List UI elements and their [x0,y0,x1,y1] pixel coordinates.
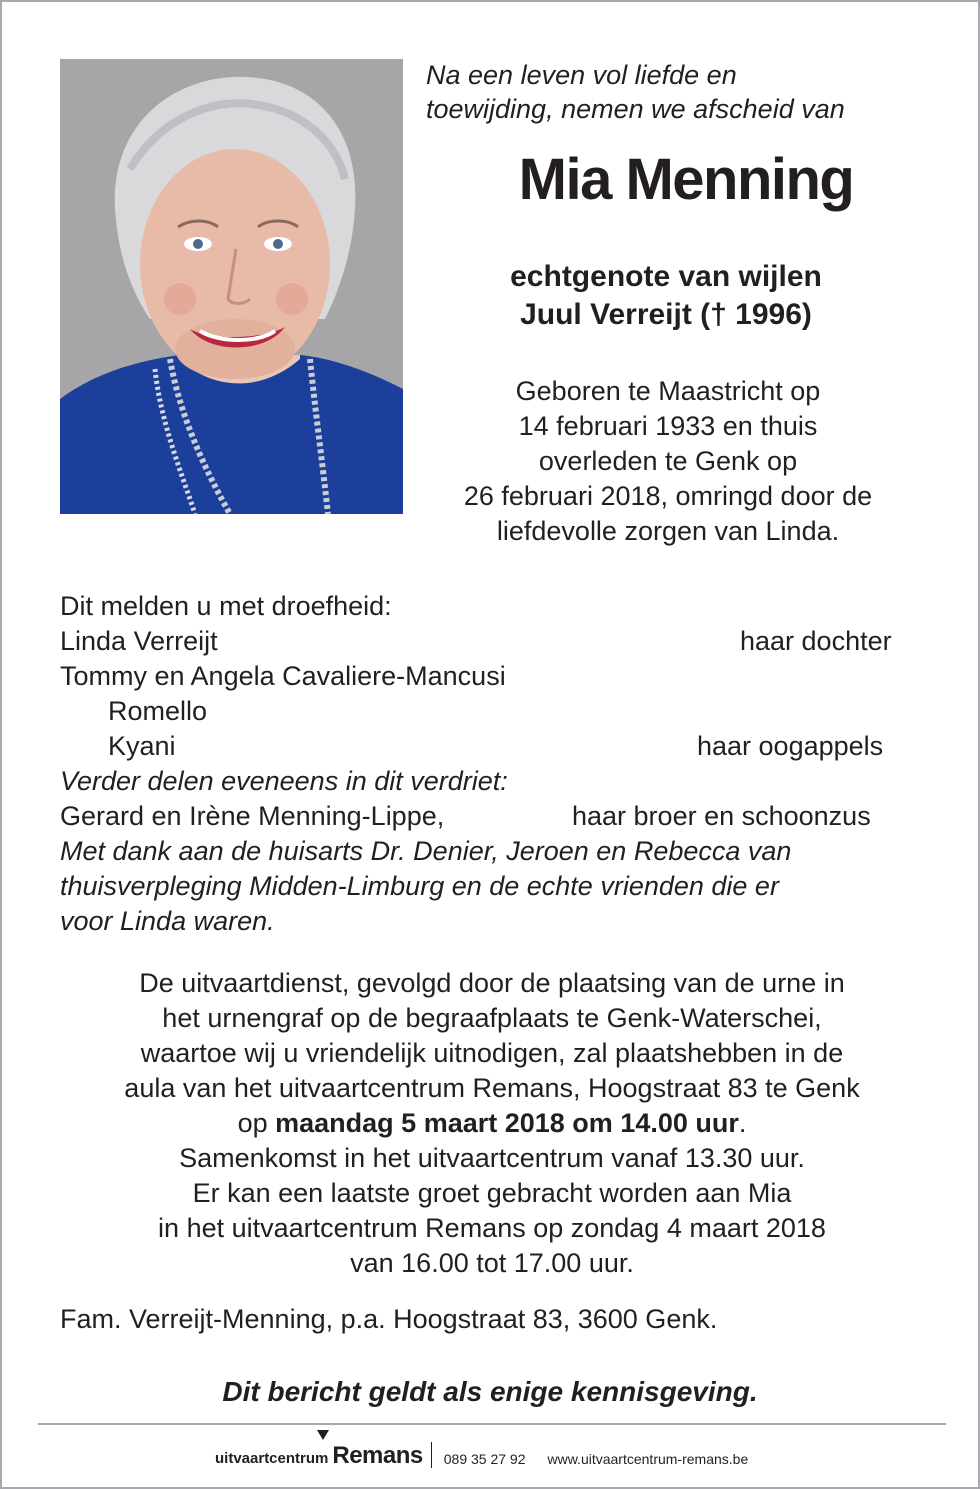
mourner-name: Tommy en Angela Cavaliere-Mancusi [60,661,506,691]
service-line: De uitvaartdienst, gevolgd door de plaatsing van de urne in [139,968,845,998]
service-line: aula van het uitvaartcentrum Remans, Hoogstraat 83 te Genk [124,1073,860,1103]
birth-death-line: overleden te Genk op [538,446,798,476]
footer-phone[interactable]: 089 35 27 92 [443,1451,526,1467]
footer-divider [38,1423,946,1425]
birth-death-line: Geboren te Maastricht op [515,376,821,406]
mourner-name: Gerard en Irène Menning-Lippe, [60,801,445,831]
mourner-relation: haar oogappels [697,731,884,761]
intro-text [426,58,946,126]
service-line: Samenkomst in het uitvaartcentrum vanaf 13.30 uur. [179,1143,805,1173]
brand-name: Remans [332,1442,423,1469]
service-line: het urnengraf op de begraafplaats te Genk-Waterschei, [162,1003,822,1033]
birth-death-block [408,374,928,549]
sharing-heading: Verder delen eveneens in dit verdriet: [60,766,508,796]
service-block [42,966,942,1281]
thanks-line: Met dank aan de huisarts Dr. Denier, Jeroen en Rebecca van [60,836,792,866]
brand-triangle-icon [317,1430,329,1440]
service-date-line [42,1106,942,1141]
footer-separator [431,1442,432,1468]
intro-line-1: Na een leven vol liefde en [426,60,737,90]
mourner-row [60,624,920,659]
service-line: van 16.00 tot 17.00 uur. [350,1248,634,1278]
portrait-photo [60,59,403,514]
service-date-suffix: . [738,1108,747,1138]
service-line: Er kan een laatste groet gebracht worden aan Mia [192,1178,792,1208]
brand-prefix: uitvaartcentrum [215,1450,329,1467]
mourner-name: Kyani [108,731,176,761]
birth-death-line: 14 februari 1933 en thuis [518,411,818,441]
announcement-heading: Dit melden u met droefheid: [60,591,392,621]
birth-death-line: 26 februari 2018, omringd door de [463,481,873,511]
mourner-relation: haar dochter [740,626,892,656]
thanks-line: voor Linda waren. [60,906,275,936]
mourner-name: Linda Verreijt [60,626,218,656]
mourner-row [60,694,968,729]
deceased-name: Mia Menning [518,147,854,212]
mourner-row [60,659,920,694]
service-line: waartoe wij u vriendelijk uitnodigen, zal plaatshebben in de [140,1038,844,1068]
service-date-prefix: op [237,1108,276,1138]
mourner-row [60,799,920,834]
mourner-name: Romello [108,696,208,726]
mourner-row [60,729,920,764]
birth-death-line: liefdevolle zorgen van Linda. [496,516,840,546]
spouse-line-1: echtgenote van wijlen [510,260,822,293]
service-line: in het uitvaartcentrum Remans op zondag 4 maart 2018 [158,1213,826,1243]
portrait-illustration [60,59,403,514]
mourner-relation: haar broer en schoonzus [572,801,871,831]
spouse-block [408,258,924,334]
family-address: Fam. Verreijt-Menning, p.a. Hoogstraat 83, 3600 Genk. [60,1304,718,1334]
thanks-line: thuisverpleging Midden-Limburg en de echte vrienden die er [60,871,779,901]
footer-website-link[interactable]: www.uitvaartcentrum-remans.be [547,1451,749,1467]
service-date: maandag 5 maart 2018 om 14.00 uur [275,1108,739,1138]
footer [215,1442,748,1468]
intro-line-2: toewijding, nemen we afscheid van [426,94,845,124]
spouse-line-2: Juul Verreijt († 1996) [520,298,812,331]
sole-notice: Dit bericht geldt als enige kennisgeving. [222,1376,758,1407]
